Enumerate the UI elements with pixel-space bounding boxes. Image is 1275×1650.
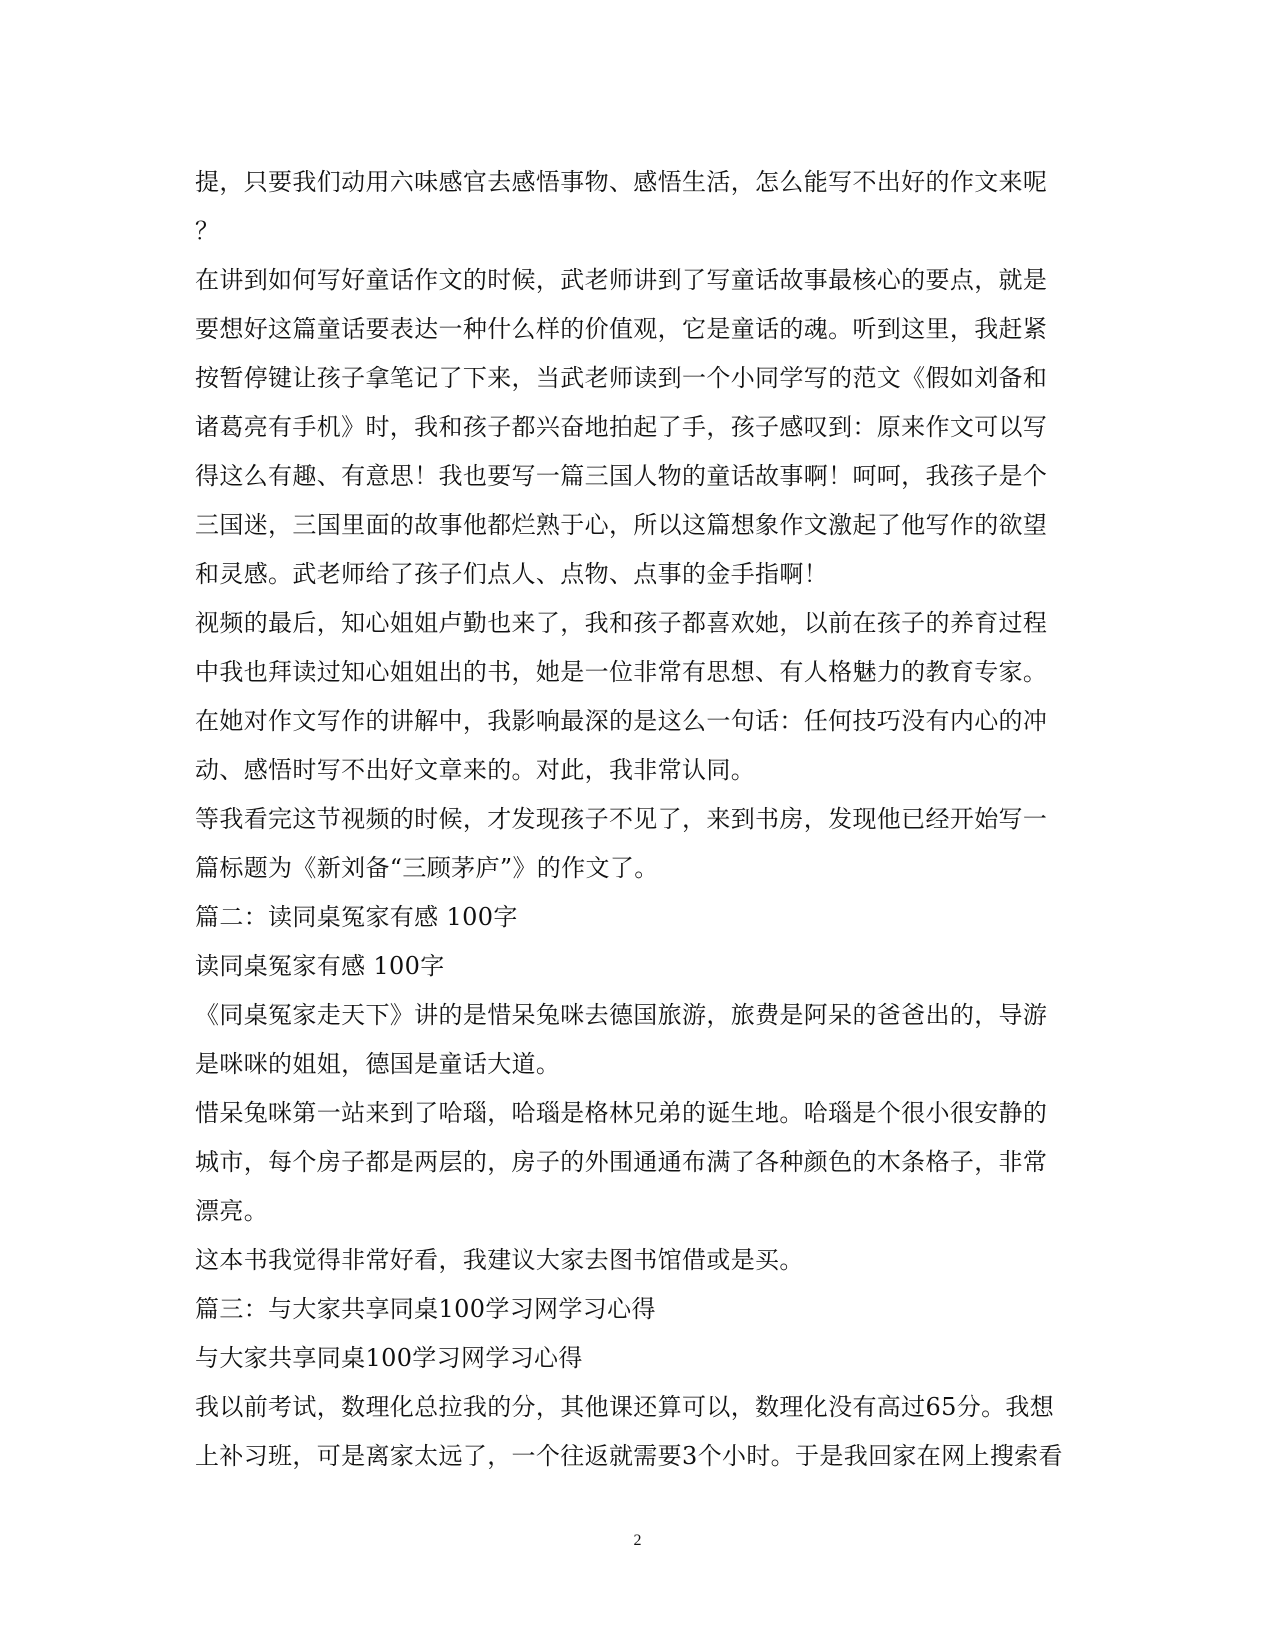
text-line: 篇标题为《新刘备“三顾茅庐”》的作文了。: [195, 854, 659, 882]
text-line: 等我看完这节视频的时候，才发现孩子不见了，来到书房，发现他已经开始写一: [195, 805, 1048, 833]
document-body: [195, 158, 1085, 1481]
text-line: 惜呆兔咪第一站来到了哈瑙，哈瑙是格林兄弟的诞生地。哈瑙是个很小很安静的: [195, 1099, 1048, 1127]
text-line: 上补习班，可是离家太远了，一个往返就需要3个小时。于是我回家在网上搜索看: [195, 1442, 1063, 1470]
text-line: 中我也拜读过知心姐姐出的书，她是一位非常有思想、有人格魅力的教育专家。: [195, 658, 1048, 686]
text-line: 在讲到如何写好童话作文的时候，武老师讲到了写童话故事最核心的要点，就是: [195, 266, 1048, 294]
text-line: 按暂停键让孩子拿笔记了下来，当武老师读到一个小同学写的范文《假如刘备和: [195, 364, 1048, 392]
text-line: 漂亮。: [195, 1197, 269, 1225]
text-line: 三国迷，三国里面的故事他都烂熟于心，所以这篇想象作文激起了他写作的欲望: [195, 511, 1048, 539]
section-heading: 篇三：与大家共享同桌100学习网学习心得: [195, 1295, 656, 1323]
text-line: 视频的最后，知心姐姐卢勤也来了，我和孩子都喜欢她，以前在孩子的养育过程: [195, 609, 1048, 637]
text-line: 得这么有趣、有意思！我也要写一篇三国人物的童话故事啊！呵呵，我孩子是个: [195, 462, 1048, 490]
text-line: ？: [195, 217, 220, 245]
article-title: 读同桌冤家有感 100字: [195, 952, 445, 980]
text-line: 是咪咪的姐姐，德国是童话大道。: [195, 1050, 561, 1078]
text-line: 《同桌冤家走天下》讲的是惜呆兔咪去德国旅游，旅费是阿呆的爸爸出的，导游: [195, 1001, 1048, 1029]
article-title: 与大家共享同桌100学习网学习心得: [195, 1344, 583, 1372]
text-line: 动、感悟时写不出好文章来的。对此，我非常认同。: [195, 756, 756, 784]
text-line: 诸葛亮有手机》时，我和孩子都兴奋地拍起了手，孩子感叹到：原来作文可以写: [195, 413, 1048, 441]
section-heading: 篇二：读同桌冤家有感 100字: [195, 903, 518, 931]
text-line: 城市，每个房子都是两层的，房子的外围通通布满了各种颜色的木条格子，非常: [195, 1148, 1048, 1176]
text-line: 和灵感。武老师给了孩子们点人、点物、点事的金手指啊！: [195, 560, 829, 588]
page-number: 2: [633, 1532, 642, 1549]
text-line: 我以前考试，数理化总拉我的分，其他课还算可以，数理化没有高过65分。我想: [195, 1393, 1055, 1421]
text-line: 这本书我觉得非常好看，我建议大家去图书馆借或是买。: [195, 1246, 804, 1274]
text-line: 要想好这篇童话要表达一种什么样的价值观，它是童话的魂。听到这里，我赶紧: [195, 315, 1048, 343]
text-line: 在她对作文写作的讲解中，我影响最深的是这么一句话：任何技巧没有内心的冲: [195, 707, 1048, 735]
text-line: 提，只要我们动用六味感官去感悟事物、感悟生活，怎么能写不出好的作文来呢: [195, 168, 1048, 196]
